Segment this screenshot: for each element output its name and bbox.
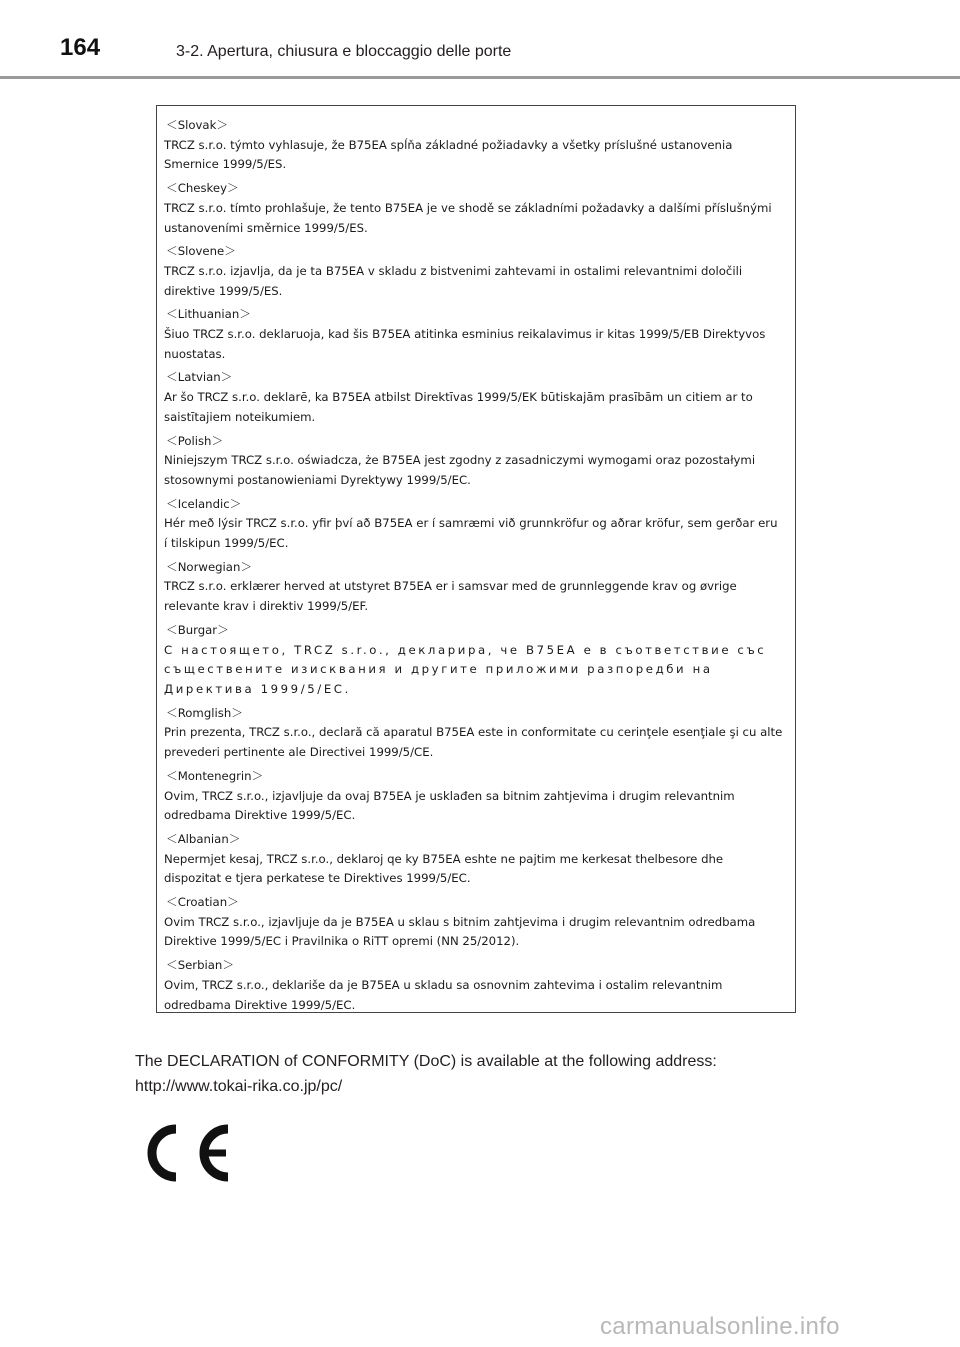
declaration-block xyxy=(164,830,783,889)
declaration-block xyxy=(164,621,783,700)
ce-mark-icon xyxy=(144,1120,236,1186)
declaration-block xyxy=(164,432,783,491)
declaration-block xyxy=(164,495,783,554)
declaration-text: Ovim, TRCZ s.r.o., izjavljuje da ovaj B75EA je usklađen sa bitnim zahtjevima i drugim relevantnim odredbama Direktive 1999/5/EC. xyxy=(164,788,735,823)
declaration-text: TRCZ s.r.o. tímto prohlašuje, že tento B75EA je ve shodě se základními požadavky a dalšími příslušnými ustanoveními směrnice 1999/5/ES. xyxy=(164,200,772,235)
declaration-text: TRCZ s.r.o. týmto vyhlasuje, že B75EA spĺňa základné požiadavky a všetky príslušné ustanovenia Smernice 1999/5/ES. xyxy=(164,137,733,172)
declaration-language-heading: ＜Polish＞ xyxy=(166,433,224,448)
declaration-block xyxy=(164,116,783,175)
declaration-language-heading: ＜Serbian＞ xyxy=(166,958,235,973)
declaration-block xyxy=(164,368,783,427)
declaration-block xyxy=(164,704,783,763)
watermark: carmanualsonline.info xyxy=(600,1313,840,1340)
doc-availability-note xyxy=(135,1049,835,1099)
declaration-language-heading: ＜Latvian＞ xyxy=(166,370,233,385)
declaration-block xyxy=(164,893,783,952)
declaration-block xyxy=(164,767,783,826)
declaration-text: TRCZ s.r.o. erklærer herved at utstyret B75EA er i samsvar med de grunnleggende krav og øvrige relevante krav i direktiv 1999/5/EF. xyxy=(164,579,737,614)
declaration-language-heading: ＜Norwegian＞ xyxy=(166,559,253,574)
page-number: 164 xyxy=(60,34,101,61)
header-divider xyxy=(0,76,960,79)
declaration-text: Niniejszym TRCZ s.r.o. oświadcza, że B75EA jest zgodny z zasadniczymi wymogami oraz pozostałymi stosownymi postanowieniami Dyrektywy 1999/5/EC. xyxy=(164,453,756,487)
declaration-text: Hér með lýsir TRCZ s.r.o. yfir því að B75EA er í samræmi við grunnkröfur og aðrar kröfur, sem gerðar eru í tilskipun 1999/5/EC. xyxy=(164,516,778,551)
declaration-block xyxy=(164,956,783,1015)
declaration-language-heading: ＜Croatian＞ xyxy=(166,895,239,910)
declaration-text: Šiuo TRCZ s.r.o. deklaruoja, kad šis B75EA atitinka esminius reikalavimus ir kitas 1999/5/EB Direktyvos nuostatas. xyxy=(164,327,766,361)
declaration-language-heading: ＜Slovak＞ xyxy=(166,118,229,132)
declaration-language-heading: ＜Lithuanian＞ xyxy=(166,307,251,322)
declaration-text: Ovim, TRCZ s.r.o., deklariše da je B75EA u skladu sa osnovnim zahtevima i ostalim relevantnim odredbama Direktive 1999/5/EC. xyxy=(164,977,723,1012)
declaration-text: С настоящето, TRCZ s.r.o., декларира, че B75EA е в съответствие със съществените изисквания и другите приложими разпоредби на Директива 1999/5/ЕС. xyxy=(164,642,767,696)
declaration-language-heading: ＜Albanian＞ xyxy=(166,831,241,846)
declaration-language-heading: ＜Romglish＞ xyxy=(166,705,243,720)
declaration-language-heading: ＜Icelandic＞ xyxy=(166,496,242,511)
declaration-language-heading: ＜Montenegrin＞ xyxy=(166,768,264,783)
declaration-block xyxy=(164,305,783,364)
declaration-language-heading: ＜Slovene＞ xyxy=(166,244,236,259)
declarations-box xyxy=(156,105,796,1013)
declaration-block xyxy=(164,558,783,617)
doc-availability-text: The DECLARATION of CONFORMITY (DoC) is available at the following address: xyxy=(135,1053,717,1070)
declaration-text: Ovim TRCZ s.r.o., izjavljuje da je B75EA u sklau s bitnim zahtjevima i drugim relevantnim odredbama Direktive 1999/5/EC i Pravilnika o RiTT opremi (NN 25/2012). xyxy=(164,914,756,949)
section-title: 3-2. Apertura, chiusura e bloccaggio delle porte xyxy=(176,43,512,60)
declaration-block xyxy=(164,242,783,301)
declaration-text: TRCZ s.r.o. izjavlja, da je ta B75EA v skladu z bistvenimi zahtevami in ostalimi relevantnimi določili direktive 1999/5/ES. xyxy=(164,263,743,298)
declaration-language-heading: ＜Burgar＞ xyxy=(166,622,229,637)
declaration-language-heading: ＜Cheskey＞ xyxy=(166,181,239,196)
declaration-text: Prin prezenta, TRCZ s.r.o., declară că aparatul B75EA este in conformitate cu cerinţele esenţiale şi cu alte prevederi pertinente ale Directivei 1999/5/CE. xyxy=(164,725,783,760)
page-header xyxy=(0,0,960,80)
declaration-text: Nepermjet kesaj, TRCZ s.r.o., deklaroj qe ky B75EA eshte ne pajtim me kerkesat thelbesore dhe dispozitat e tjera perkatese te Direktives 1999/5/EC. xyxy=(164,851,724,886)
doc-url[interactable]: http://www.tokai-rika.co.jp/pc/ xyxy=(135,1078,343,1095)
declaration-block xyxy=(164,179,783,238)
declaration-text: Ar šo TRCZ s.r.o. deklarē, ka B75EA atbilst Direktīvas 1999/5/EK būtiskajām prasībām un citiem ar to saistītajiem noteikumiem. xyxy=(164,390,753,424)
